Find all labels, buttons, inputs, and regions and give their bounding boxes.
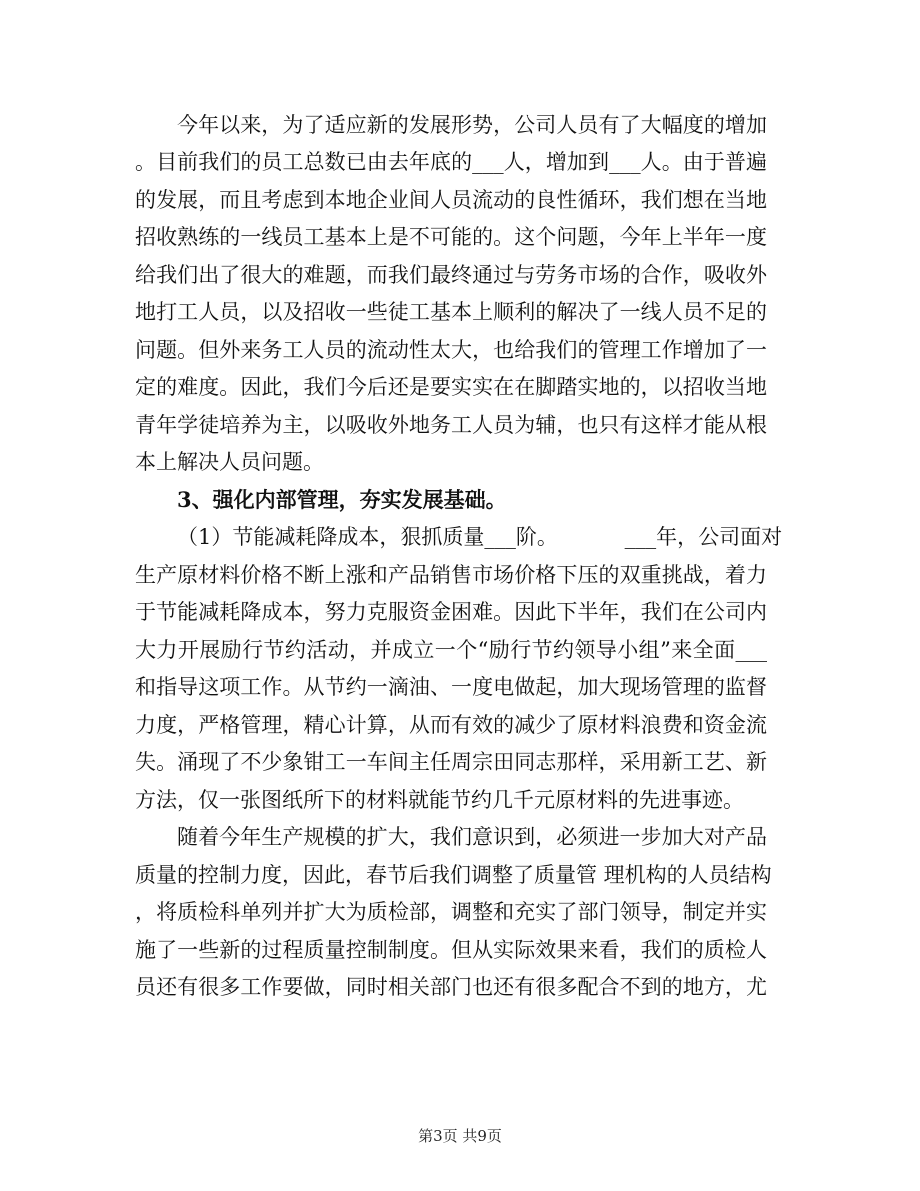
paragraph-1-line-9: 青年学徒培养为主，以吸收外地务工人员为辅，也只有这样才能从根	[135, 413, 767, 437]
paragraph-3-line-2: 质量的控制力度，因此，春节后我们调整了质量管 理机构的人员结构	[135, 863, 772, 887]
paragraph-2-line-2: 生产原材料价格不断上涨和产品销售市场价格下压的双重挑战，着力	[135, 563, 767, 587]
paragraph-2-line-6: 力度，严格管理，精心计算，从而有效的减少了原材料浪费和资金流	[135, 713, 767, 737]
paragraph-1-line-4: 招收熟练的一线员工基本上是不可能的。这个问题，今年上半年一度	[135, 225, 767, 249]
paragraph-1-line-8: 定的难度。因此，我们今后还是要实实在在脚踏实地的，以招收当地	[135, 375, 767, 399]
section-heading: 3、强化内部管理，夯实发展基础。	[177, 487, 507, 512]
paragraph-1-line-10: 本上解决人员问题。	[135, 450, 324, 474]
paragraph-3-line-3: ，将质检科单列并扩大为质检部，调整和充实了部门领导，制定并实	[135, 900, 767, 924]
paragraph-1-line-7: 问题。但外来务工人员的流动性太大，也给我们的管理工作增加了一	[135, 338, 767, 362]
paragraph-3-line-5: 员还有很多工作要做，同时相关部门也还有很多配合不到的地方，尤	[135, 975, 767, 999]
paragraph-2-line-3: 于节能减耗降成本，努力克服资金困难。因此下半年，我们在公司内	[135, 600, 767, 624]
paragraph-1-line-3: 的发展，而且考虑到本地企业间人员流动的良性循环，我们想在当地	[135, 188, 767, 212]
paragraph-1-line-6: 地打工人员，以及招收一些徒工基本上顺利的解决了一线人员不足的	[135, 300, 767, 324]
paragraph-1-line-2: 。目前我们的员工总数已由去年底的___人，增加到___人。由于普遍	[135, 150, 767, 174]
paragraph-1-line-5: 给我们出了很大的难题，而我们最终通过与劳务市场的合作，吸收外	[135, 263, 767, 287]
paragraph-3-line-1: 随着今年生产规模的扩大，我们意识到，必须进一步加大对产品	[177, 825, 767, 849]
paragraph-2-line-8: 方法，仅一张图纸所下的材料就能节约几千元原材料的先进事迹。	[135, 788, 744, 812]
paragraph-1-line-1: 今年以来，为了适应新的发展形势，公司人员有了大幅度的增加	[177, 113, 767, 137]
paragraph-2-line-7: 失。涌现了不少象钳工一车间主任周宗田同志那样，采用新工艺、新	[135, 750, 767, 774]
paragraph-2-line-4: 大力开展励行节约活动，并成立一个“励行节约领导小组”来全面___	[135, 638, 767, 662]
page-number-footer: 第3页 共9页	[418, 1127, 502, 1145]
paragraph-2-line-1: （1）节能减耗降成本，狠抓质量___阶。 ___年，公司面对	[177, 525, 783, 549]
paragraph-3-line-4: 施了一些新的过程质量控制制度。但从实际效果来看，我们的质检人	[135, 938, 767, 962]
paragraph-2-line-5: 和指导这项工作。从节约一滴油、一度电做起，加大现场管理的监督	[135, 675, 767, 699]
